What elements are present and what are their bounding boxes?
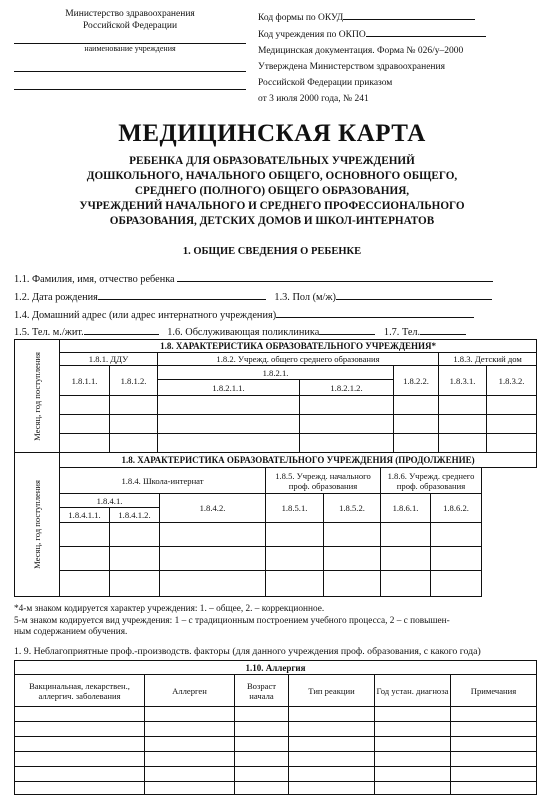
field-label-birthdate: 1.2. Дата рождения xyxy=(14,292,98,303)
table-row xyxy=(15,396,537,415)
subtitle-line: УЧРЕЖДЕНИЙ НАЧАЛЬНОГО И СРЕДНЕГО ПРОФЕССИОНАЛЬНОГО xyxy=(79,200,465,212)
okud-field[interactable] xyxy=(343,9,475,20)
subtitle-line: ОБРАЗОВАНИЯ, ДЕТСКИХ ДОМОВ И ШКОЛ-ИНТЕРНАТОВ xyxy=(109,215,435,227)
col-notes: Примечания xyxy=(451,675,537,707)
col-allergen: Аллерген xyxy=(145,675,235,707)
table-row xyxy=(15,722,537,737)
home-phone-field[interactable] xyxy=(84,325,159,335)
institution-line-2 xyxy=(14,54,246,72)
footnote-5th-sign: 5-м знаком кодируется вид учреждения: 1 – с традиционным построением учебного процесса, 2 – с повышен- xyxy=(14,615,450,626)
field-label-phone: 1.7. Тел. xyxy=(383,327,421,338)
ministry-country: Российской Федерации xyxy=(82,21,178,31)
field-label-sex: 1.3. Пол (м/ж) xyxy=(274,292,336,303)
table-row xyxy=(15,782,537,795)
subtitle-line: ДОШКОЛЬНОГО, НАЧАЛЬНОГО ОБЩЕГО, ОСНОВНОГО ОБЩЕГО, xyxy=(86,170,458,182)
field-label-name: 1.1. Фамилия, имя, отчество ребенка xyxy=(14,274,175,285)
institution-line-3 xyxy=(14,72,246,90)
table-row xyxy=(15,434,537,453)
col-1-8-2-1-2: 1.8.2.1.2. xyxy=(300,380,394,396)
birthdate-field[interactable] xyxy=(98,290,266,300)
okpo-label: Код учреждения по ОКПО xyxy=(258,30,366,40)
institution-table-continued-title: 1.8. ХАРАКТЕРИСТИКА ОБРАЗОВАТЕЛЬНОГО УЧРЕЖДЕНИЯ (ПРОДОЛЖЕНИЕ) xyxy=(60,453,537,468)
header-left xyxy=(14,8,246,90)
col-1-8-6: 1.8.6. Учрежд. среднего проф. образования xyxy=(381,468,482,494)
table-row xyxy=(15,523,537,547)
section-1-title: 1. ОБЩИЕ СВЕДЕНИЯ О РЕБЕНКЕ xyxy=(182,246,362,257)
col-diagnosis-year: Год устан. диагноза xyxy=(375,675,451,707)
institution-table-title: 1.8. ХАРАКТЕРИСТИКА ОБРАЗОВАТЕЛЬНОГО УЧРЕЖДЕНИЯ* xyxy=(60,340,537,353)
order-line: Российской Федерации приказом xyxy=(258,78,393,88)
col-1-8-4-1-2: 1.8.4.1.2. xyxy=(110,508,160,523)
page-subtitle xyxy=(0,154,544,229)
sex-field[interactable] xyxy=(336,290,492,300)
col-1-8-6-1: 1.8.6.1. xyxy=(381,494,431,523)
institution-table xyxy=(14,339,537,453)
subtitle-line: РЕБЕНКА ДЛЯ ОБРАЗОВАТЕЛЬНЫХ УЧРЕЖДЕНИЙ xyxy=(129,155,415,167)
footnote-4th-sign: *4-м знаком кодируется характер учреждения: 1. – общее, 2. – коррекционное. xyxy=(14,604,325,614)
okpo-field[interactable] xyxy=(366,26,486,37)
table-row xyxy=(15,752,537,767)
table-row xyxy=(15,571,537,597)
address-field[interactable] xyxy=(276,308,474,318)
order-date: от 3 июля 2000 года, № 241 xyxy=(258,94,369,104)
allergy-table xyxy=(14,660,537,795)
subtitle-line: СРЕДНЕГО (ПОЛНОГО) ОБЩЕГО ОБРАЗОВАНИЯ, xyxy=(134,185,410,197)
col-1-8-4-1: 1.8.4.1. xyxy=(60,494,160,508)
field-label-address: 1.4. Домашний адрес (или адрес интернатного учреждения) xyxy=(14,310,277,321)
field-label-home-phone: 1.5. Тел. м./жит. xyxy=(14,327,84,338)
col-1-8-3: 1.8.3. Детский дом xyxy=(439,353,537,366)
col-1-8-2-2: 1.8.2.2. xyxy=(394,366,439,396)
col-1-8-2: 1.8.2. Учрежд. общего среднего образования xyxy=(158,353,439,366)
col-1-8-6-2: 1.8.6.2. xyxy=(431,494,482,523)
phone-field[interactable] xyxy=(420,325,466,335)
col-1-8-4-1-1: 1.8.4.1.1. xyxy=(60,508,110,523)
okud-label: Код формы по ОКУД xyxy=(258,13,344,23)
admission-date-label: Месяц, год поступления xyxy=(32,351,42,441)
table-row xyxy=(15,415,537,434)
header-right xyxy=(258,9,538,107)
col-reaction-type: Тип реакции xyxy=(289,675,375,707)
footnotes xyxy=(14,604,536,639)
ministry-name: Министерство здравоохранения xyxy=(65,9,195,19)
col-1-8-1: 1.8.1. ДДУ xyxy=(60,353,158,366)
institution-table-continued xyxy=(14,452,537,597)
col-1-8-1-2: 1.8.1.2. xyxy=(110,366,158,396)
institution-caption: наименование учреждения xyxy=(84,44,176,53)
table-row xyxy=(15,737,537,752)
clinic-field[interactable] xyxy=(319,325,375,335)
col-1-8-5-1: 1.8.5.1. xyxy=(266,494,324,523)
col-1-8-3-2: 1.8.3.2. xyxy=(487,366,537,396)
table-row xyxy=(15,707,537,722)
col-1-8-5-2: 1.8.5.2. xyxy=(324,494,381,523)
field-label-clinic: 1.6. Обслуживающая поликлиника xyxy=(167,327,320,338)
col-1-8-2-1-1: 1.8.2.1.1. xyxy=(158,380,300,396)
page-title: МЕДИЦИНСКАЯ КАРТА xyxy=(118,120,426,147)
col-1-8-3-1: 1.8.3.1. xyxy=(439,366,487,396)
institution-name-line xyxy=(14,34,246,44)
admission-date-label: Месяц, год поступления xyxy=(32,480,42,569)
table-row xyxy=(15,767,537,782)
form-number: Медицинская документация. Форма № 026/у–2000 xyxy=(258,46,464,56)
field-label-hazards: 1. 9. Неблагоприятные проф.-производств. факторы (для данного учреждения проф. образования, с какого года) xyxy=(14,646,481,657)
child-name-field[interactable] xyxy=(177,272,493,282)
footnote-5th-sign-cont: ным содержанием обучения. xyxy=(14,627,128,637)
approved-by: Утверждена Министерством здравоохранения xyxy=(258,62,445,72)
col-1-8-2-1: 1.8.2.1. xyxy=(158,366,394,380)
admission-date-column xyxy=(15,340,60,453)
table-row xyxy=(15,547,537,571)
col-allergic-diseases: Вакцинальная, лекарствен., аллергич. заболевания xyxy=(15,675,145,707)
col-1-8-1-1: 1.8.1.1. xyxy=(60,366,110,396)
admission-date-column xyxy=(15,453,60,597)
col-onset-age: Возраст начала xyxy=(235,675,289,707)
col-1-8-4-2: 1.8.4.2. xyxy=(160,494,266,523)
col-1-8-4: 1.8.4. Школа-интернат xyxy=(60,468,266,494)
allergy-table-title: 1.10. Аллергия xyxy=(15,661,537,675)
col-1-8-5: 1.8.5. Учрежд. начального проф. образования xyxy=(266,468,381,494)
